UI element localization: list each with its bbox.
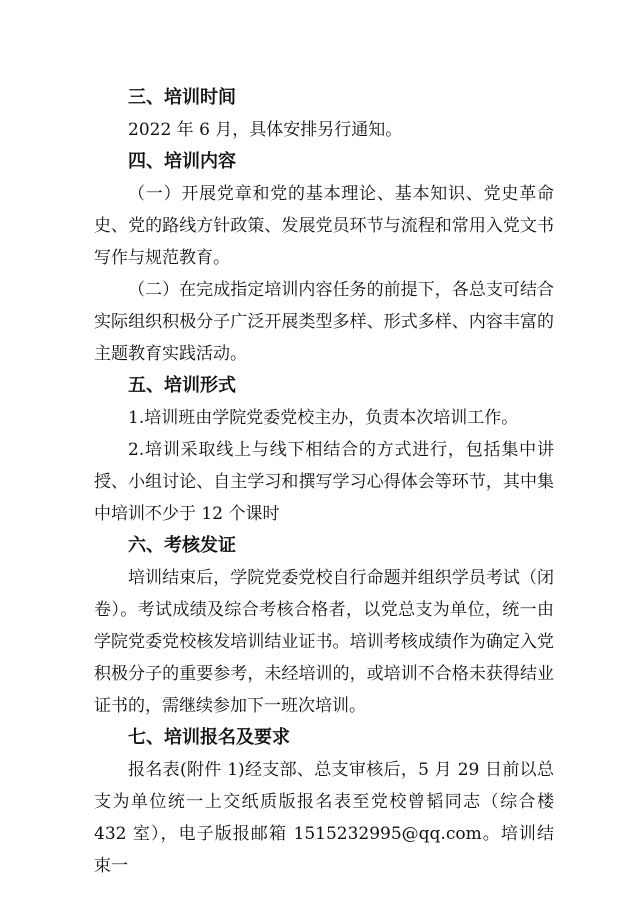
section-heading: 五、培训形式: [128, 375, 236, 396]
section-heading: 三、培训时间: [128, 87, 236, 108]
section-training-content: [94, 146, 554, 370]
paragraph: 2022 年 6 月，具体安排另行通知。: [128, 120, 403, 140]
section-heading: 六、考核发证: [128, 535, 236, 556]
paragraph: （二）在完成指定培训内容任务的前提下，各总支可结合实际组织积极分子广泛开展类型多样、形式多样、内容丰富的主题教育实践活动。: [94, 280, 554, 364]
paragraph: 2.培训采取线上与线下相结合的方式进行，包括集中讲授、小组讨论、自主学习和撰写学习心得体会等环节，其中集中培训不少于 12 个课时: [94, 440, 554, 524]
paragraph: 报名表(附件 1)经支部、总支审核后，5 月 29 日前以总支为单位统一上交纸质版报名表至党校曾韬同志（综合楼 432 室），电子版报邮箱 1515232995@qq.com。培训结束一: [94, 760, 554, 876]
paragraph: 1.培训班由学院党委党校主办，负责本次培训工作。: [128, 408, 519, 428]
document-body: [94, 82, 554, 882]
section-registration-requirements: [94, 722, 554, 882]
section-heading: 四、培训内容: [128, 151, 236, 172]
paragraph: 培训结束后，学院党委党校自行命题并组织学员考试（闭卷）。考试成绩及综合考核合格者，以党总支为单位，统一由学院党委党校核发培训结业证书。培训考核成绩作为确定入党积极分子的重要参考，未经培训的，或培训不合格未获得结业证书的，需继续参加下一班次培训。: [94, 568, 554, 716]
section-training-format: [94, 370, 554, 530]
section-assessment-certification: [94, 530, 554, 722]
paragraph: （一）开展党章和党的基本理论、基本知识、党史革命史、党的路线方针政策、发展党员环节与流程和常用入党文书写作与规范教育。: [94, 184, 554, 268]
section-training-time: [94, 82, 554, 146]
section-heading: 七、培训报名及要求: [128, 727, 290, 748]
